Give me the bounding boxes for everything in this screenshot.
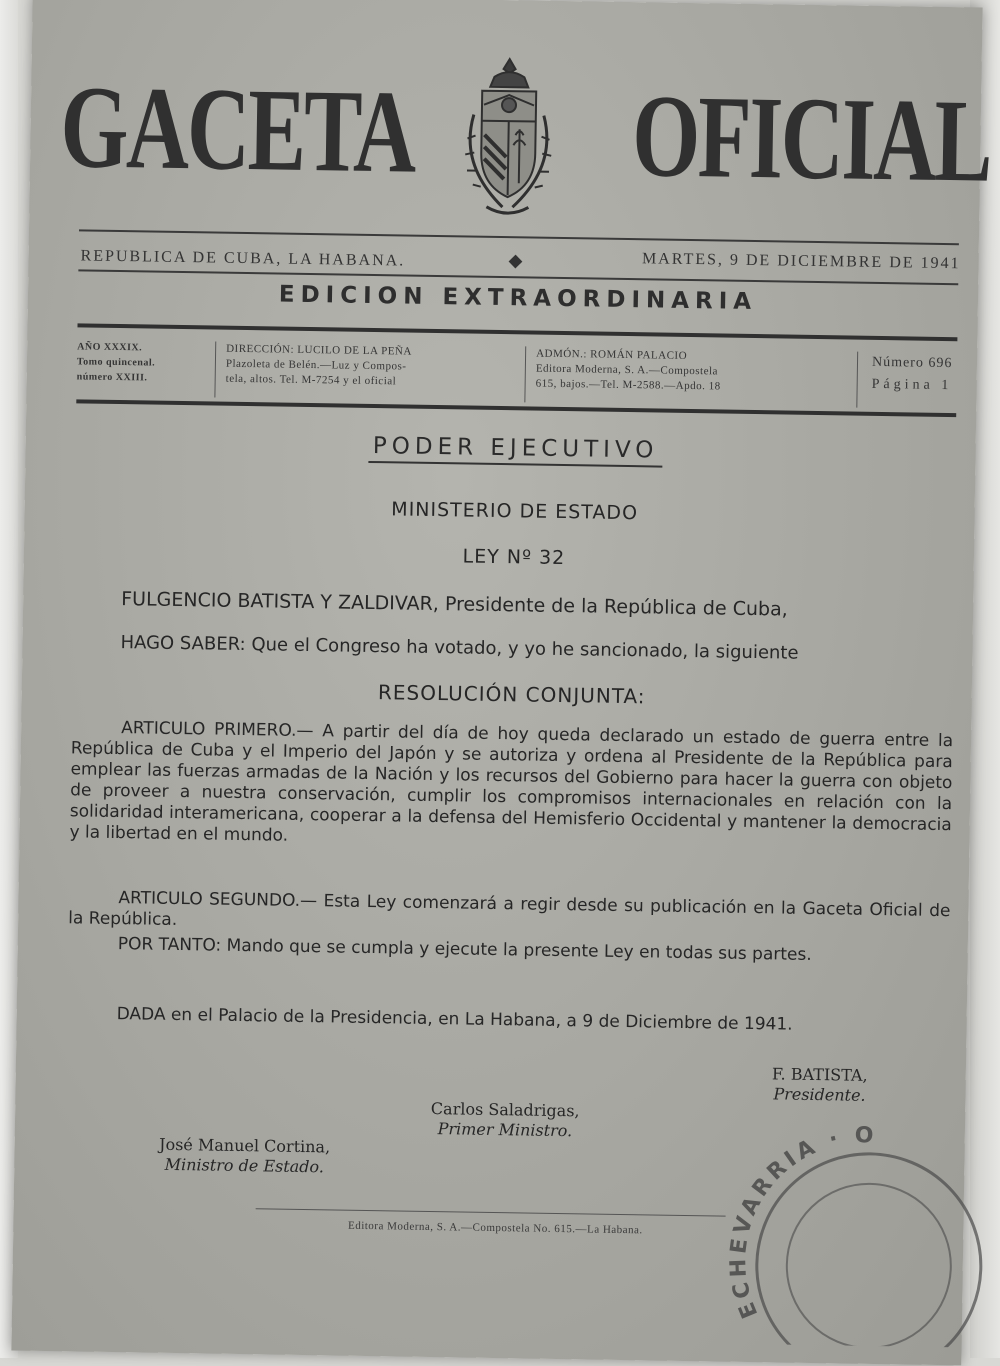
masthead-title-right: OFICIAL xyxy=(631,70,992,207)
hago-saber-line: HAGO SABER: Que el Congreso ha votado, y yo he sancionado, la siguiente xyxy=(120,632,799,664)
issue-number: Número 696 xyxy=(871,354,953,372)
resolution-title: RESOLUCIÓN CONJUNTA: xyxy=(377,680,646,709)
gazette-page xyxy=(11,0,992,1365)
svg-text:ECHEVARRIA · O xyxy=(725,1121,878,1324)
prime-minister-signature: Carlos Saladrigas, Primer Ministro. xyxy=(430,1099,580,1141)
por-tanto-paragraph: POR TANTO: Mando que se cumpla y ejecute la presente Ley en todas sus partes. xyxy=(117,934,812,965)
dateline xyxy=(80,241,960,279)
minister-signature: José Manuel Cortina, Ministro de Estado. xyxy=(158,1134,331,1177)
administration-info: ADMÓN.: ROMÁN PALACIO Editora Moderna, S. A.—Compostela 615, bajos.—Tel. M-2588.—Apdo. 18 xyxy=(524,346,854,407)
section-heading: PODER EJECUTIVO xyxy=(75,428,955,468)
dateline-date: MARTES, 9 DE DICIEMBRE DE 1941 xyxy=(641,250,961,273)
intro-line: FULGENCIO BATISTA Y ZALDIVAR, Presidente de la República de Cuba, xyxy=(121,588,788,621)
president-signature: F. BATISTA, Presidente. xyxy=(771,1064,868,1105)
dada-paragraph: DADA en el Palacio de la Presidencia, en La Habana, a 9 de Diciembre de 1941. xyxy=(116,1004,793,1035)
ministry-heading: MINISTERIO DE ESTADO xyxy=(391,498,639,525)
info-bar xyxy=(76,339,957,409)
diamond-icon: ◆ xyxy=(508,250,525,271)
official-stamp-icon xyxy=(718,1114,1000,1348)
volume-info: AÑO XXXIX. Tomo quincenal. número XXIII. xyxy=(76,341,156,384)
issue-number-info xyxy=(856,352,972,410)
law-number: LEY Nº 32 xyxy=(462,545,566,570)
coat-of-arms-icon xyxy=(452,54,565,226)
masthead xyxy=(59,48,992,232)
edition-title: EDICION EXTRAORDINARIA xyxy=(278,281,758,316)
article-first: ARTICULO PRIMERO.— A partir del día de hoy queda declarado un estado de guerra entre la República de Cuba y el Imperio del Japón y se autoriza y ordena al Presidente de la República para emplear las fuerzas armadas de la Nación y los recursos del Gobierno para hacer la guerra con objeto de proveer a nuestra conservación, cumplir los compromisos internacionales en relación con la solidaridad interamericana, cooperar a la defensa del Hemisferio Occidental y mantener la democracia y la libertad en el mundo. xyxy=(69,718,954,846)
masthead-title-left: GACETA xyxy=(59,61,416,198)
rule-divider xyxy=(77,323,957,341)
dateline-place: REPUBLICA DE CUBA, LA HABANA. xyxy=(80,247,406,270)
article-second: ARTICULO SEGUNDO.— Esta Ley comenzará a regir desde su publicación en la Gaceta Oficial de la República. xyxy=(68,888,951,931)
page-number: Página 1 xyxy=(871,376,953,394)
direction-info: DIRECCIÓN: LUCILO DE LA PEÑA Plazoleta de Belén.—Luz y Compos- tela, altos. Tel. M-7254 y el oficial xyxy=(214,342,516,403)
imprint-line: Editora Moderna, S. A.—Compostela No. 615.—La Habana. xyxy=(347,1219,643,1237)
stamp-text: ECHEVARRIA · O xyxy=(726,1123,878,1322)
footer-rule xyxy=(256,1208,726,1216)
